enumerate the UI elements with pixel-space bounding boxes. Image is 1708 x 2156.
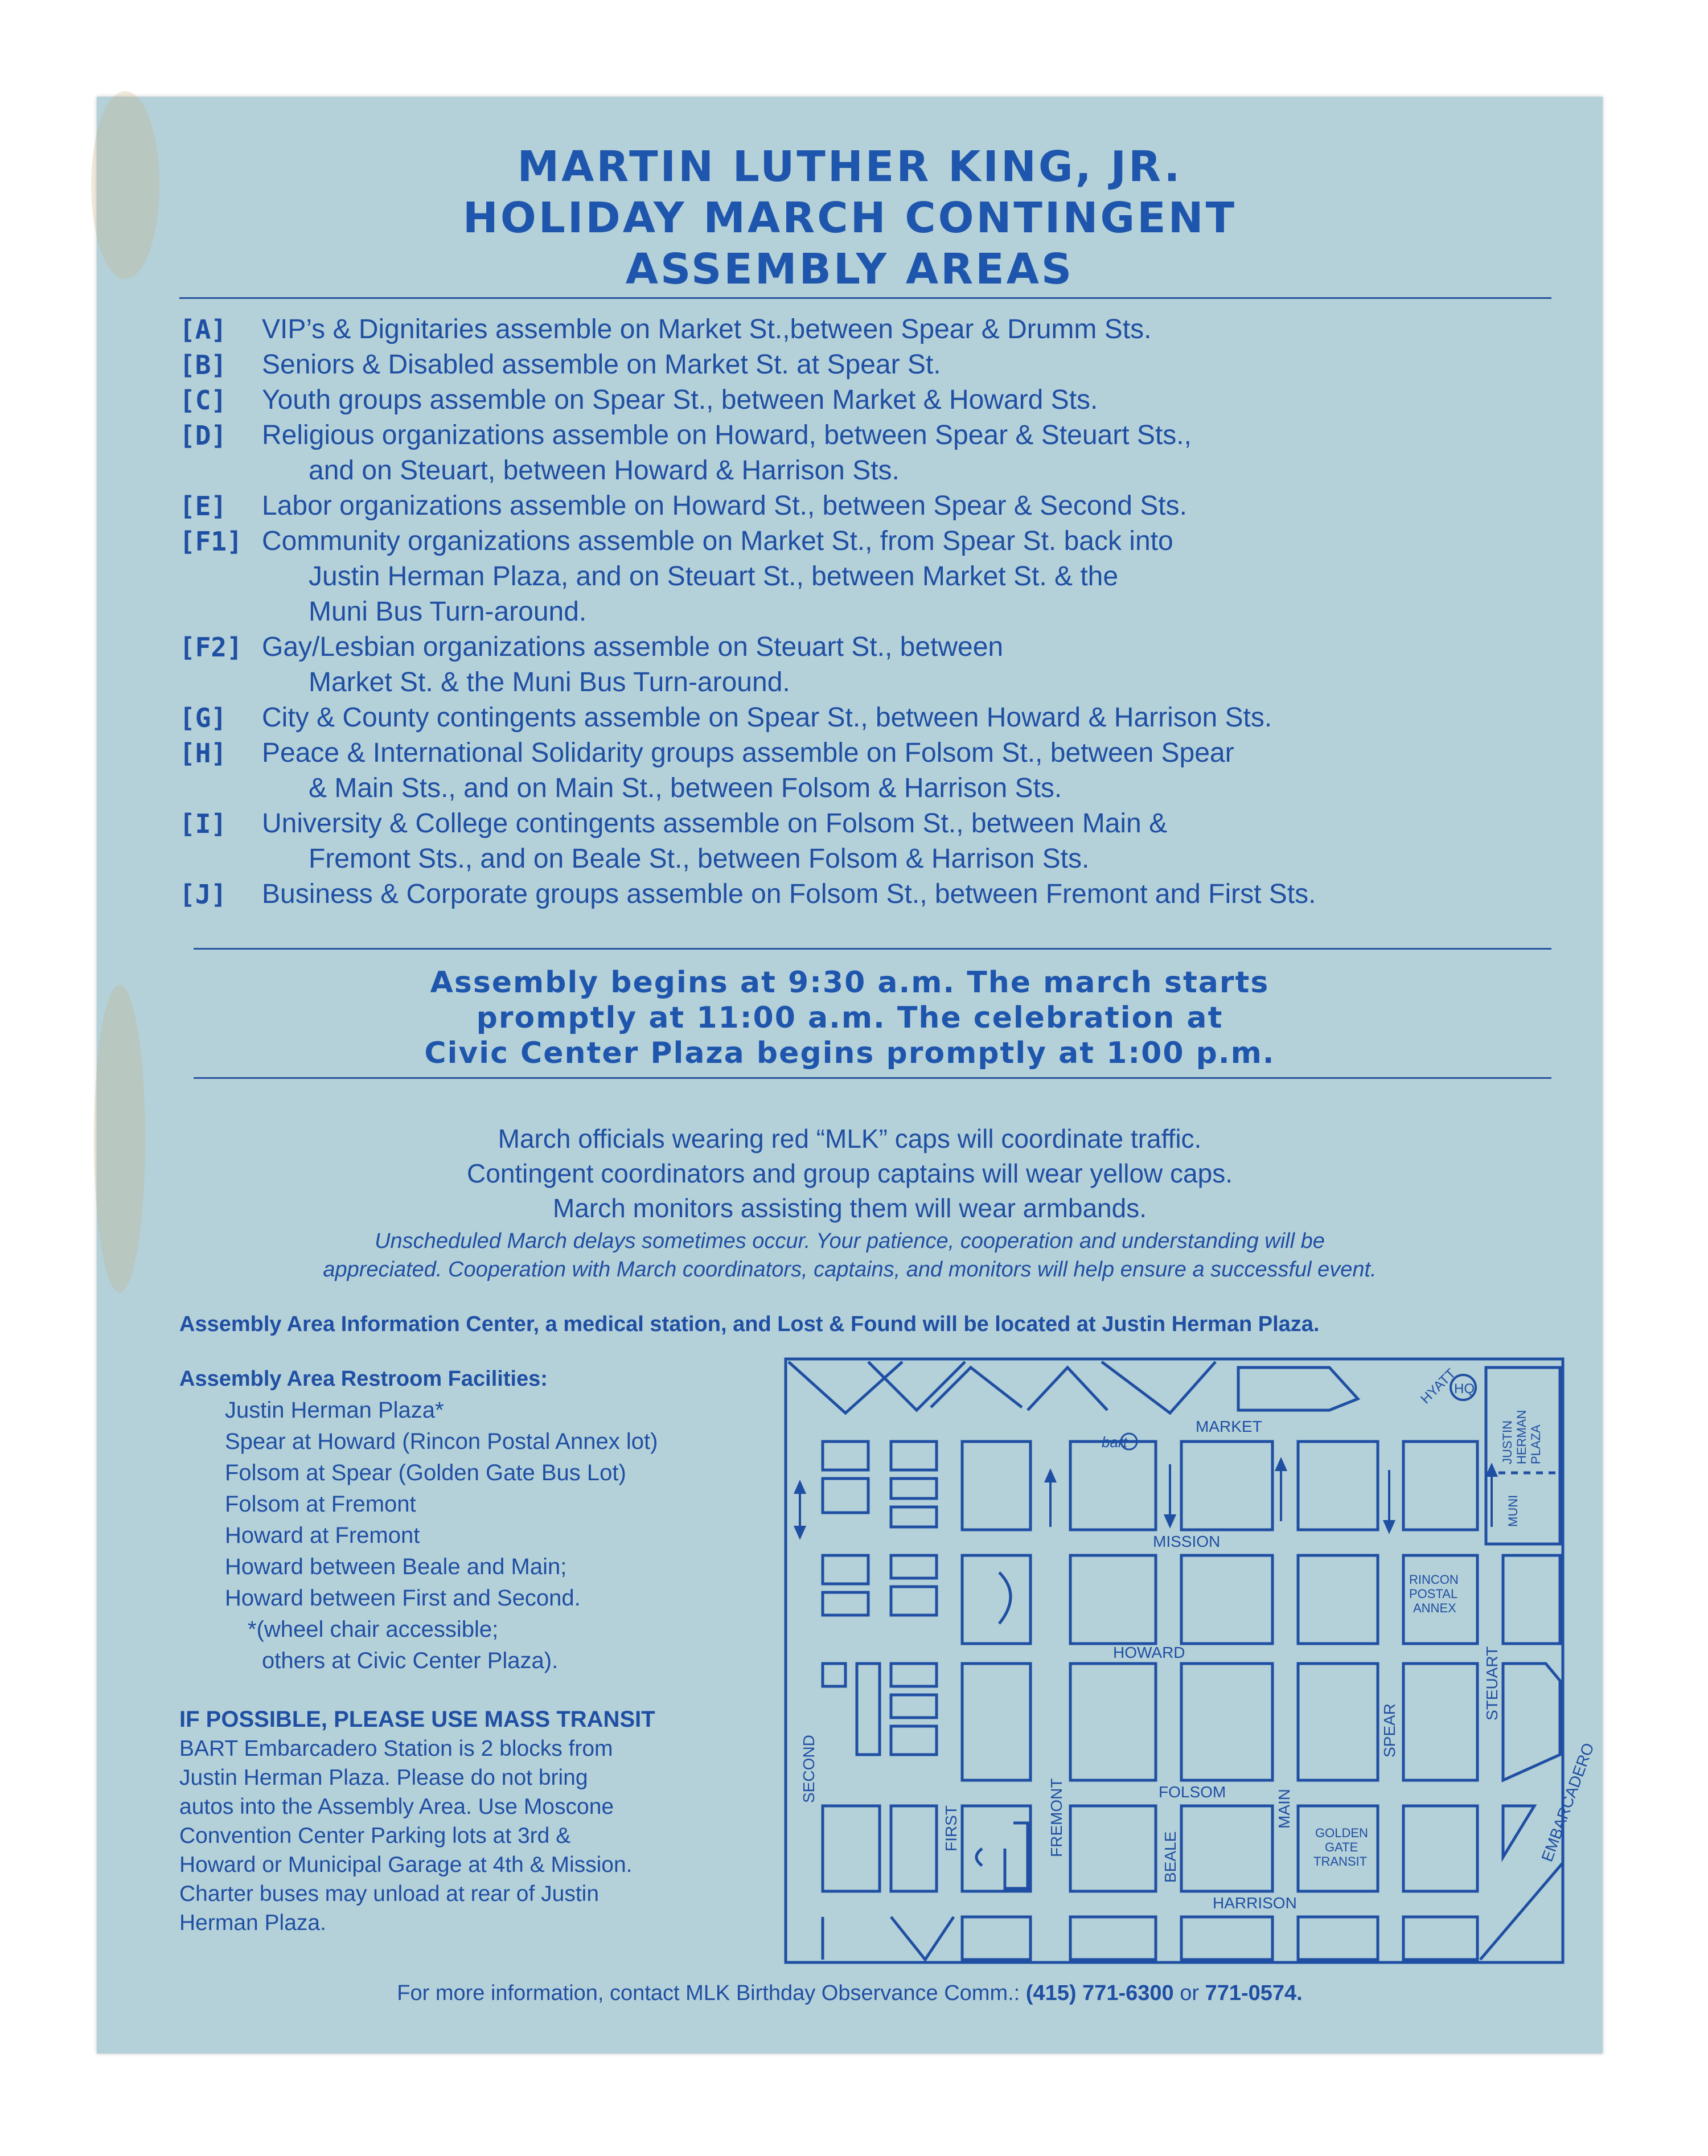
footer-phone: (415) 771-6300 [1025, 1981, 1174, 2005]
golden-gate-label: GATE [1325, 1840, 1358, 1854]
assembly-item-text: VIP’s & Dignitaries assemble on Market St.,between Spear & Drumm Sts. [262, 314, 1152, 344]
assembly-item-text: Religious organizations assemble on Howard, between Spear & Steuart Sts., [262, 420, 1192, 450]
assembly-item [179, 877, 1546, 912]
assembly-item-text: City & County contingents assemble on Spear St., between Howard & Harrison Sts. [262, 703, 1272, 733]
street-label-folsom: FOLSOM [1159, 1783, 1226, 1801]
mass-transit-info [179, 1705, 766, 1937]
assembly-item-label: [E] [179, 491, 227, 521]
street-label-main: MAIN [1275, 1789, 1293, 1829]
assembly-area-list [179, 312, 1546, 912]
assembly-area-map [783, 1356, 1598, 1965]
assembly-item-text: Business & Corporate groups assemble on Folsom St., between Fremont and First Sts. [262, 879, 1316, 909]
footer-text: For more information, contact MLK Birthday Observance Comm.: [397, 1981, 1020, 2005]
street-label-harrison: HARRISON [1213, 1894, 1297, 1912]
restroom-item: Folsom at Fremont [225, 1492, 416, 1517]
officials-line: Contingent coordinators and group captains will wear yellow caps. [467, 1159, 1233, 1188]
muni-label: MUNI [1506, 1494, 1520, 1527]
schedule-line: Assembly begins at 9:30 a.m. The march starts [430, 966, 1270, 1000]
assembly-item-text: University & College contingents assemble on Folsom St., between Main & [262, 808, 1168, 839]
rincon-label: POSTAL [1409, 1587, 1458, 1601]
schedule-text [97, 965, 1603, 1071]
info-center-text: Assembly Area Information Center, a medical station, and Lost & Found will be located at Justin Herman Plaza. [179, 1312, 1320, 1336]
street-label-second: SECOND [800, 1735, 818, 1803]
restroom-facilities [179, 1364, 806, 1677]
street-map [783, 1356, 1598, 1965]
delay-note [97, 1227, 1603, 1284]
officials-line: March monitors assisting them will wear armbands. [552, 1193, 1147, 1223]
assembly-item-text: Justin Herman Plaza, and on Steuart St., between Market St. & the [309, 561, 1119, 592]
assembly-item [179, 700, 1546, 736]
restroom-item: Howard between Beale and Main; [225, 1554, 567, 1579]
transit-heading: IF POSSIBLE, PLEASE USE MASS TRANSIT [179, 1707, 655, 1732]
rincon-label: ANNEX [1413, 1601, 1456, 1615]
divider [194, 948, 1551, 950]
assembly-item-label: [G] [179, 703, 227, 733]
assembly-item-label: [I] [179, 808, 227, 839]
plaza-label: PLAZA [1529, 1424, 1543, 1464]
assembly-item-text: Muni Bus Turn-around. [309, 597, 587, 627]
hq-label: HQ [1454, 1381, 1475, 1397]
flyer-title [97, 141, 1603, 295]
street-label-embarcadero: EMBARCADERO [1538, 1740, 1598, 1865]
assembly-item-label: [A] [179, 314, 227, 345]
assembly-item [179, 418, 1546, 488]
assembly-item-label: [F2] [179, 632, 243, 663]
assembly-item [179, 736, 1546, 806]
note-line: appreciated. Cooperation with March coordinators, captains, and monitors will help ensure a successful event. [323, 1258, 1377, 1282]
flyer-sheet [97, 97, 1603, 2054]
transit-line: Charter buses may unload at rear of Justin [179, 1882, 600, 1906]
street-label-first: FIRST [942, 1805, 960, 1851]
assembly-item [179, 383, 1546, 418]
transit-line: Herman Plaza. [179, 1911, 326, 1935]
assembly-item [179, 347, 1546, 383]
assembly-item-text: Gay/Lesbian organizations assemble on Steuart St., between [262, 632, 1004, 662]
bart-label: bart [1102, 1434, 1127, 1451]
assembly-item-text: Seniors & Disabled assemble on Market St. at Spear St. [262, 350, 941, 380]
street-label-howard: HOWARD [1113, 1644, 1185, 1661]
street-label-steuart: STEUART [1483, 1646, 1501, 1720]
assembly-item-text: & Main Sts., and on Main St., between Folsom & Harrison Sts. [309, 773, 1062, 803]
assembly-item [179, 488, 1546, 524]
street-label-market: MARKET [1196, 1418, 1262, 1435]
assembly-item-label: [D] [179, 420, 227, 451]
street-label-beale: BEALE [1161, 1831, 1179, 1883]
assembly-item-text: Peace & International Solidarity groups assemble on Folsom St., between Spear [262, 738, 1234, 768]
restroom-footnote: *(wheel chair accessible; [248, 1617, 499, 1642]
title-line: MARTIN LUTHER KING, JR. [517, 142, 1183, 191]
assembly-item-label: [C] [179, 385, 227, 416]
restroom-item: Howard at Fremont [225, 1523, 420, 1548]
golden-gate-label: GOLDEN [1315, 1826, 1368, 1840]
note-line: Unscheduled March delays sometimes occur. Your patience, cooperation and understanding will be [375, 1229, 1325, 1253]
transit-line: Justin Herman Plaza. Please do not bring [179, 1765, 588, 1790]
schedule-line: promptly at 11:00 a.m. The celebration at [476, 1001, 1223, 1035]
assembly-item [179, 806, 1546, 877]
assembly-item-text: Labor organizations assemble on Howard St., between Spear & Second Sts. [262, 491, 1187, 521]
title-line: ASSEMBLY AREAS [625, 245, 1074, 294]
transit-line: Convention Center Parking lots at 3rd & [179, 1824, 571, 1848]
assembly-item [179, 524, 1546, 630]
golden-gate-label: TRANSIT [1313, 1854, 1368, 1868]
assembly-item-text: Market St. & the Muni Bus Turn-around. [309, 667, 790, 697]
rincon-label: RINCON [1409, 1572, 1459, 1587]
assembly-item-label: [F1] [179, 526, 243, 557]
assembly-item [179, 630, 1546, 700]
street-label-mission: MISSION [1153, 1533, 1221, 1550]
restroom-item: Spear at Howard (Rincon Postal Annex lot) [225, 1429, 658, 1454]
assembly-item-label: [J] [179, 879, 227, 910]
restroom-heading: Assembly Area Restroom Facilities: [179, 1367, 548, 1391]
restroom-item: Howard between First and Second. [225, 1586, 581, 1611]
assembly-item-text: Community organizations assemble on Market St., from Spear St. back into [262, 526, 1173, 556]
assembly-item-text: and on Steuart, between Howard & Harrison Sts. [309, 455, 900, 486]
footer-or: or [1180, 1981, 1199, 2005]
plaza-label: JUSTIN [1500, 1420, 1514, 1464]
contact-footer [97, 1981, 1603, 2006]
plaza-label: HERMAN [1514, 1410, 1529, 1464]
title-line: HOLIDAY MARCH CONTINGENT [462, 194, 1237, 243]
divider [179, 297, 1551, 299]
restroom-item: Justin Herman Plaza* [225, 1398, 444, 1423]
assembly-item [179, 312, 1546, 347]
transit-line: autos into the Assembly Area. Use Moscone [179, 1794, 614, 1819]
restroom-item: Folsom at Spear (Golden Gate Bus Lot) [225, 1460, 626, 1485]
officials-line: March officials wearing red “MLK” caps will coordinate traffic. [498, 1124, 1202, 1153]
hyatt-label: HYATT [1418, 1366, 1459, 1407]
assembly-item-label: [B] [179, 350, 227, 380]
street-label-spear: SPEAR [1381, 1703, 1398, 1757]
city-blocks [823, 1442, 1563, 1960]
assembly-item-text: Youth groups assemble on Spear St., between Market & Howard Sts. [262, 385, 1098, 415]
transit-line: Howard or Municipal Garage at 4th & Mission. [179, 1853, 633, 1877]
street-label-fremont: FREMONT [1048, 1778, 1065, 1857]
officials-info [97, 1122, 1603, 1226]
transit-line: BART Embarcadero Station is 2 blocks from [179, 1736, 613, 1761]
assembly-item-label: [H] [179, 738, 227, 769]
divider [194, 1077, 1551, 1079]
restroom-footnote: others at Civic Center Plaza). [262, 1648, 559, 1673]
footer-phone: 771-0574. [1205, 1981, 1303, 2005]
assembly-item-text: Fremont Sts., and on Beale St., between Folsom & Harrison Sts. [309, 844, 1090, 874]
schedule-line: Civic Center Plaza begins promptly at 1:00 p.m. [424, 1036, 1275, 1070]
